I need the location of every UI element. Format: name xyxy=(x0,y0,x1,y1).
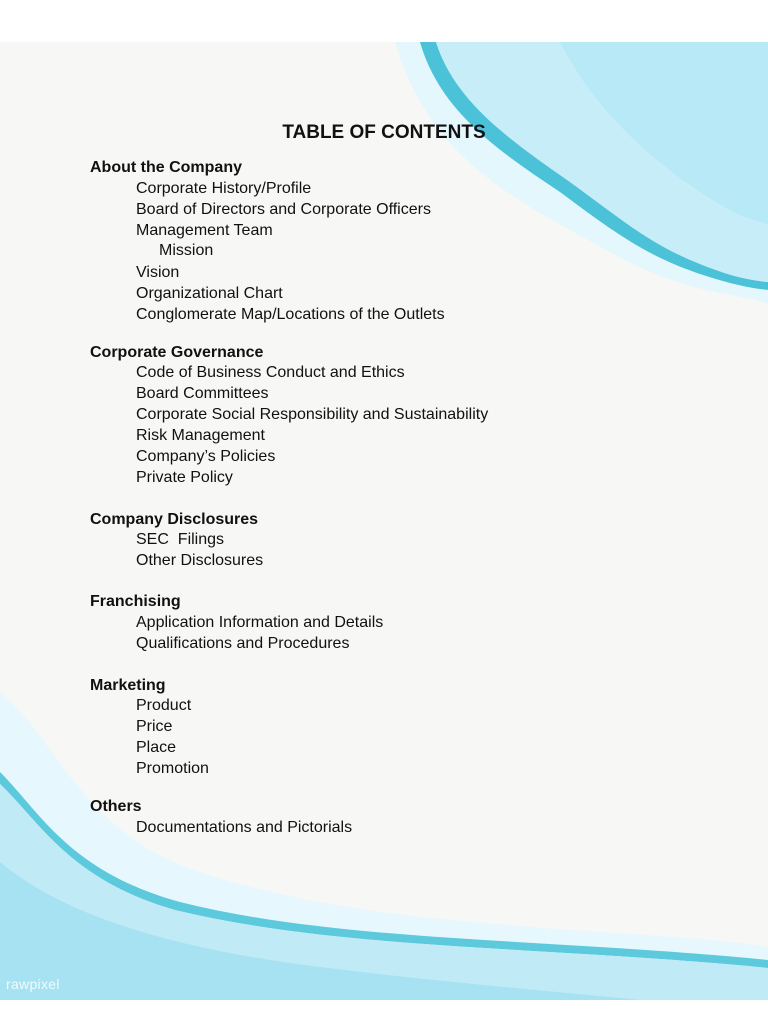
section-heading-others: Others xyxy=(90,798,142,815)
toc-item: Application Information and Details xyxy=(136,614,384,631)
toc-item: Board of Directors and Corporate Officers xyxy=(136,201,431,218)
toc-item: Qualifications and Procedures xyxy=(136,635,350,652)
toc-item: Vision xyxy=(136,264,180,281)
section-heading-governance: Corporate Governance xyxy=(90,344,264,361)
toc-item: Private Policy xyxy=(136,469,233,486)
toc-item: Documentations and Pictorials xyxy=(136,819,353,836)
toc-item: Organizational Chart xyxy=(136,285,283,302)
toc-item: Other Disclosures xyxy=(136,552,264,569)
toc-item: Management Team xyxy=(136,222,273,239)
section-heading-franchising: Franchising xyxy=(90,593,181,610)
toc-item: Company’s Policies xyxy=(136,448,276,465)
toc-item: Risk Management xyxy=(136,427,265,444)
toc-item: Price xyxy=(136,718,173,735)
toc-item: Conglomerate Map/Locations of the Outlets xyxy=(136,306,445,323)
toc-item: Board Committees xyxy=(136,385,269,402)
section-heading-about: About the Company xyxy=(90,159,242,176)
toc-item: Code of Business Conduct and Ethics xyxy=(136,364,405,381)
toc-item: Corporate History/Profile xyxy=(136,180,312,197)
toc-item: Promotion xyxy=(136,760,209,777)
toc-item: Place xyxy=(136,739,177,756)
toc-item-sub: Mission xyxy=(159,242,214,259)
section-heading-disclosures: Company Disclosures xyxy=(90,511,259,528)
document-page xyxy=(0,42,768,1000)
toc-item: Corporate Social Responsibility and Sustainability xyxy=(136,406,489,423)
rawpixel-watermark: rawpixel xyxy=(6,976,60,992)
toc-item: Product xyxy=(136,697,192,714)
toc-item: SEC Filings xyxy=(136,531,225,548)
section-heading-marketing: Marketing xyxy=(90,677,166,694)
table-of-contents xyxy=(0,42,768,1000)
page-title: TABLE OF CONTENTS xyxy=(282,122,486,143)
